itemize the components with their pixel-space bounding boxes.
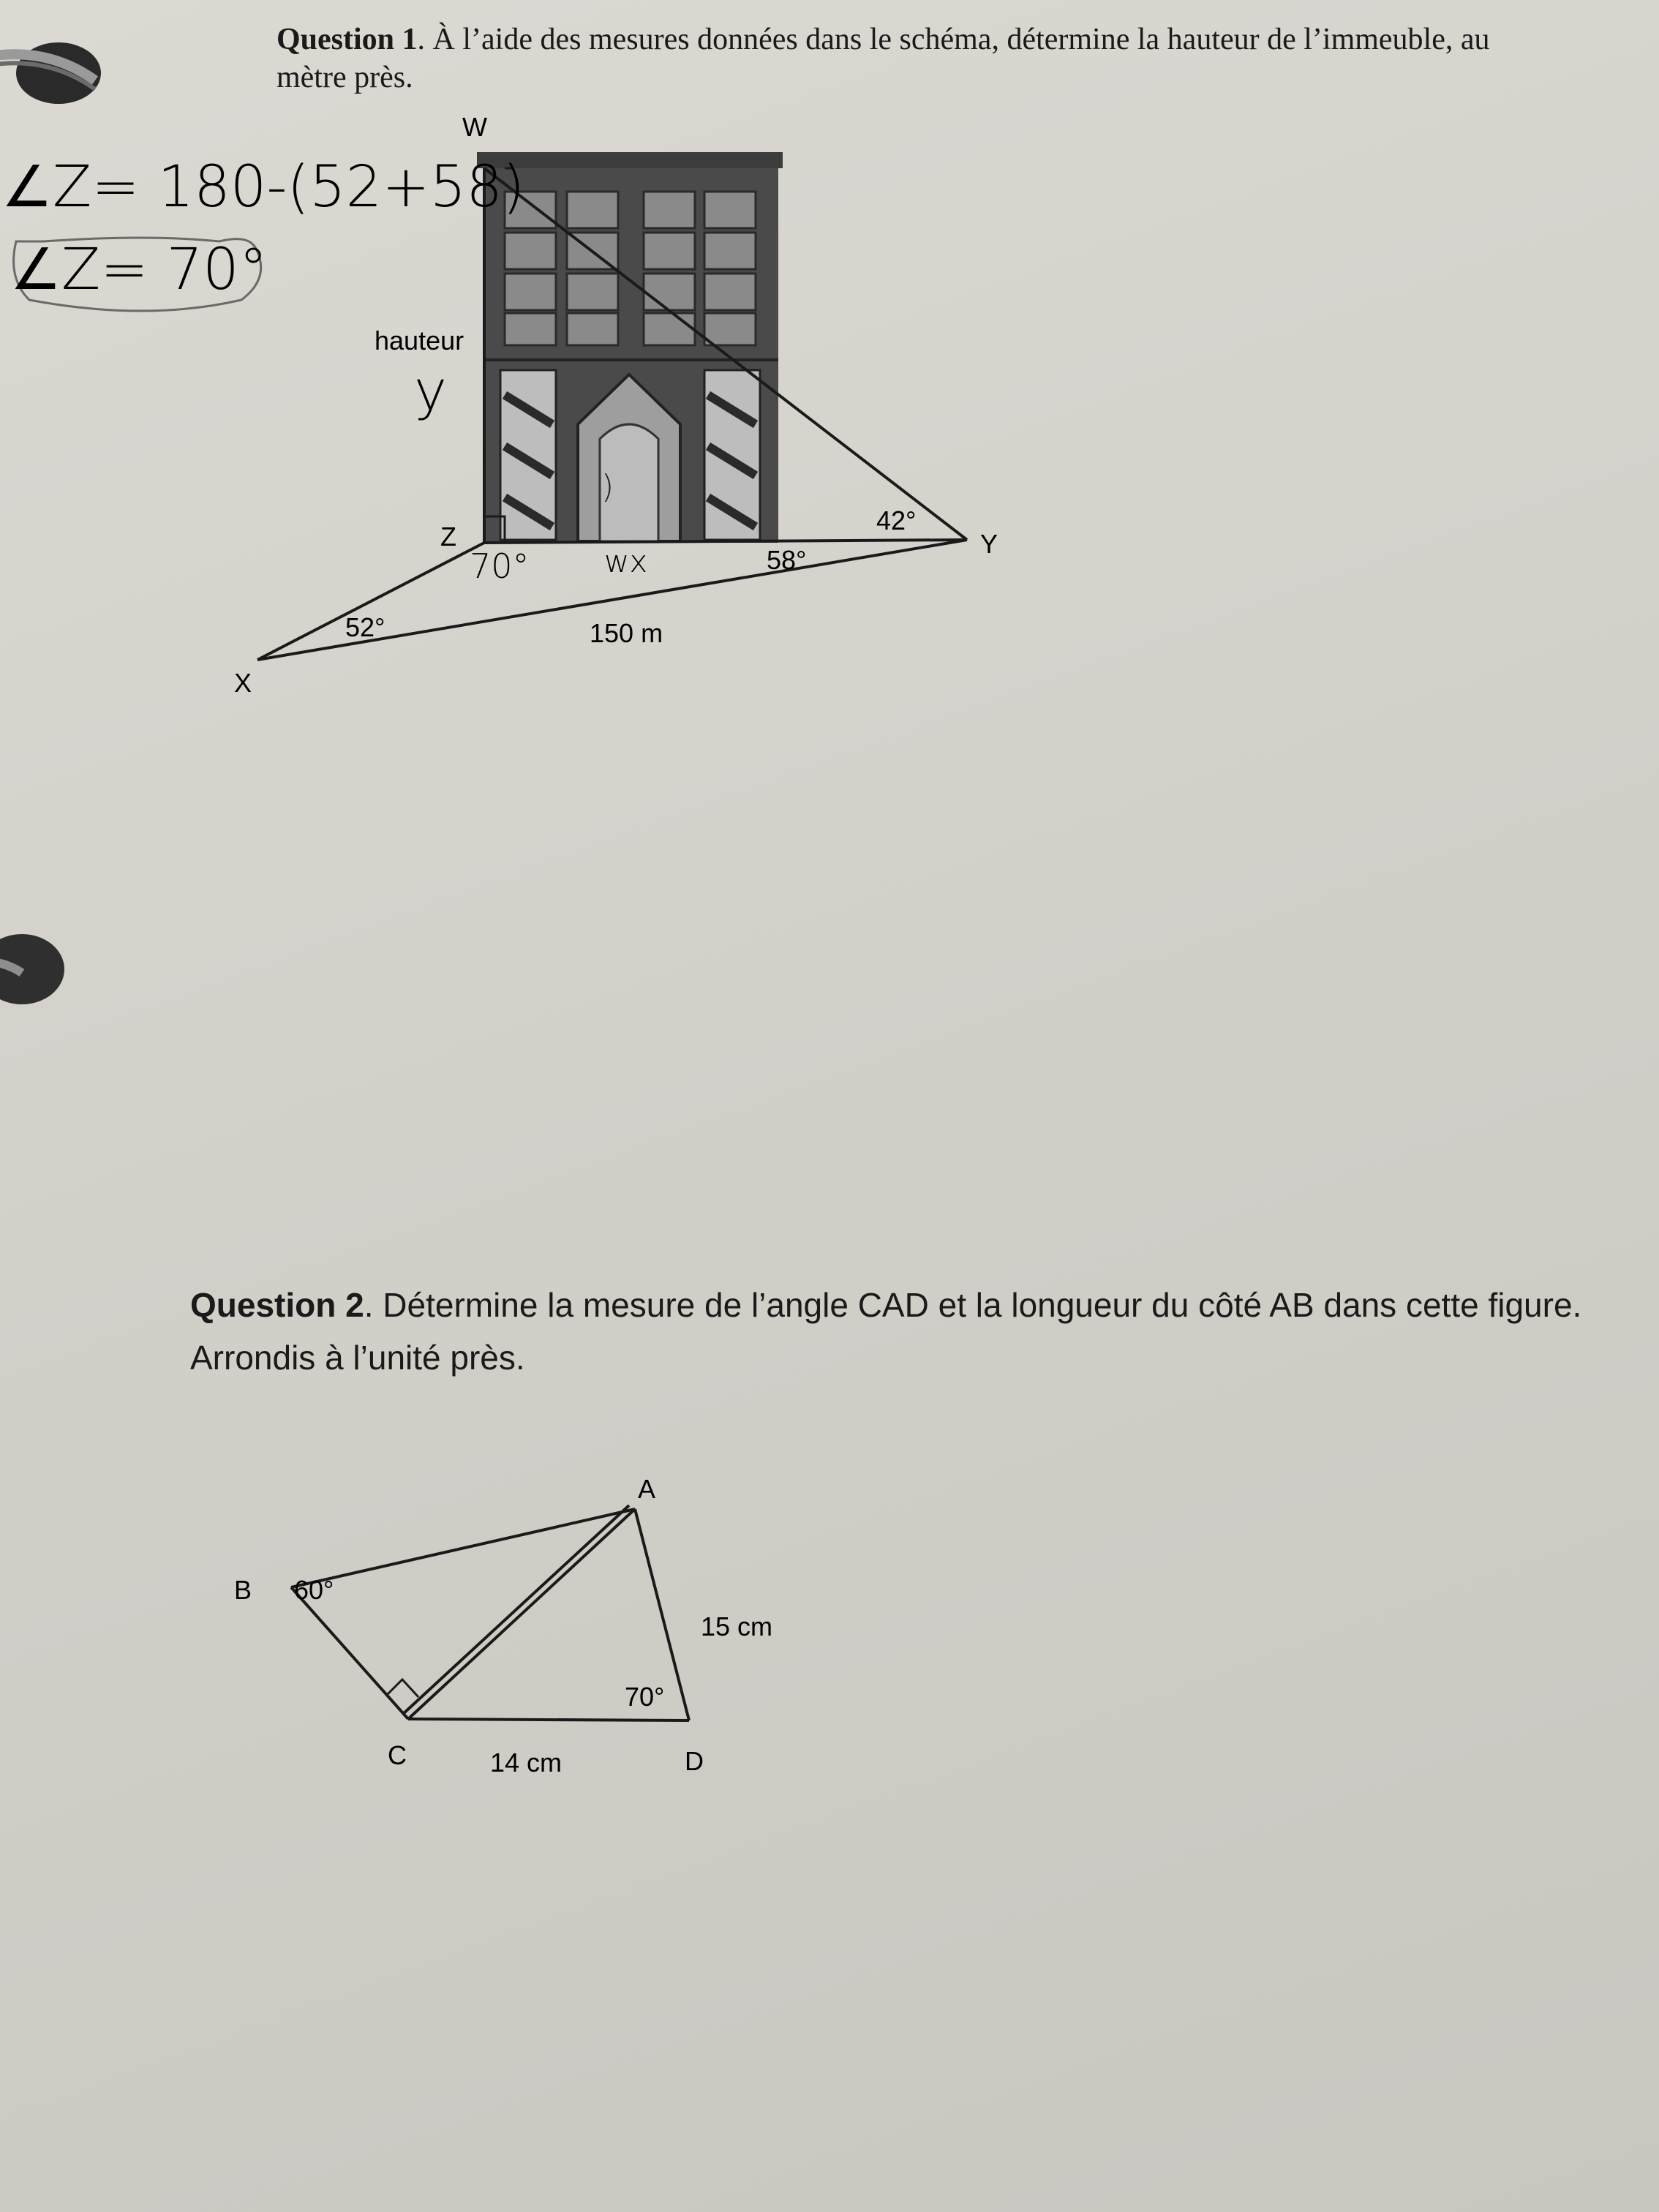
question1-number: Question 1 xyxy=(276,23,418,56)
angle-d-70: 70° xyxy=(625,1682,665,1712)
label-d: D xyxy=(685,1746,704,1776)
building-diagram xyxy=(0,0,1659,731)
right-angle-mark xyxy=(386,1679,418,1697)
label-a: A xyxy=(638,1474,656,1504)
handwritten-line1: ∠Z= 180-(52+58) xyxy=(1,154,525,220)
question1-text: . À l’aide des mesures données dans le schéma, détermine la hauteur de l’immeuble, au mètre près. xyxy=(276,23,1490,94)
binder-ring-bottom xyxy=(0,929,73,1009)
handwritten-door-mark: ) xyxy=(601,468,614,505)
question2-number: Question 2 xyxy=(190,1286,364,1324)
handwritten-wx: wx xyxy=(604,543,648,579)
label-height: hauteur xyxy=(375,326,464,356)
angle-58: 58° xyxy=(767,545,807,575)
label-b: B xyxy=(234,1575,252,1605)
angle-52: 52° xyxy=(345,612,385,642)
question2-title xyxy=(190,1279,1639,1384)
angle-b-60: 60° xyxy=(294,1575,334,1605)
handwritten-height-var: y xyxy=(414,358,447,423)
label-x: X xyxy=(234,668,252,698)
handwritten-line2: ∠Z= 70° xyxy=(10,237,268,303)
side-150m: 150 m xyxy=(590,618,663,648)
label-y: Y xyxy=(980,529,998,559)
angle-42: 42° xyxy=(876,505,917,535)
label-z: Z xyxy=(440,522,456,552)
label-c: C xyxy=(388,1740,407,1770)
question2-text: . Détermine la mesure de l’angle CAD et la longueur du côté AB dans cette figure. Arrondis à l’unité près. xyxy=(190,1286,1582,1377)
side-cd-14cm: 14 cm xyxy=(490,1748,563,1778)
side-ad-15cm: 15 cm xyxy=(701,1611,773,1641)
handwritten-angle-z: 70° xyxy=(470,546,530,586)
triangle-diagram xyxy=(0,1434,1659,1799)
label-w: W xyxy=(462,112,487,142)
